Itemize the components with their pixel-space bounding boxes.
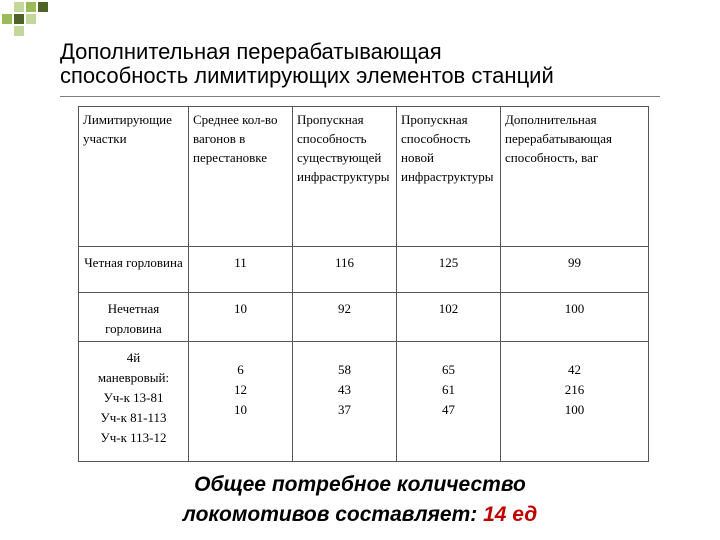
- title-line-2: способность лимитирующих элементов станций: [60, 63, 554, 88]
- table-header-row: [79, 107, 649, 247]
- table-cell: 11: [189, 247, 293, 293]
- title-divider: [60, 96, 660, 97]
- title-line-1: Дополнительная перерабатывающая: [60, 39, 442, 64]
- page-title: [60, 40, 680, 88]
- table-cell: [397, 342, 501, 462]
- locomotive-count: 14 ед: [483, 503, 538, 526]
- capacity-table: [78, 106, 649, 462]
- table-cell: 92: [293, 293, 397, 342]
- header-cell: Пропускная способность новой инфраструктуры: [397, 107, 501, 247]
- table-cell: 10: [189, 293, 293, 342]
- header-cell: Среднее кол-во вагонов в перестановке: [189, 107, 293, 247]
- table-row: [79, 342, 649, 462]
- corner-squares-icon: [0, 0, 60, 44]
- summary-text: [0, 470, 720, 530]
- row-label: Нечетная горловина: [79, 293, 189, 342]
- table-cell: 125: [397, 247, 501, 293]
- cell-value: 100: [564, 402, 585, 417]
- cell-value: 6: [237, 362, 244, 377]
- cell-value: 12: [234, 382, 247, 397]
- summary-label: локомотивов составляет:: [182, 503, 484, 526]
- table-row: [79, 247, 649, 293]
- table-cell: [501, 342, 649, 462]
- table-cell: [293, 342, 397, 462]
- table-cell: 102: [397, 293, 501, 342]
- cell-value: 43: [338, 382, 351, 397]
- summary-line-2: [0, 500, 720, 530]
- cell-value: 42: [568, 362, 581, 377]
- cell-value: 58: [338, 362, 351, 377]
- cell-value: 61: [442, 382, 455, 397]
- summary-line-1: Общее потребное количество: [194, 473, 526, 496]
- row-label-line: 4й: [126, 350, 141, 365]
- table-cell: 99: [501, 247, 649, 293]
- table-cell: 100: [501, 293, 649, 342]
- cell-value: 65: [442, 362, 455, 377]
- header-cell: Пропускная способность существующей инфраструктуры: [293, 107, 397, 247]
- row-label: [79, 342, 189, 462]
- cell-value: 47: [442, 402, 455, 417]
- cell-value: 37: [338, 402, 351, 417]
- row-label-line: Уч-к 13-81: [103, 390, 164, 405]
- cell-value: 10: [234, 402, 247, 417]
- header-cell: Дополнительная перерабатывающая способность, ваг: [501, 107, 649, 247]
- header-cell: Лимитирующие участки: [79, 107, 189, 247]
- row-label: Четная горловина: [79, 247, 189, 293]
- table-row: [79, 293, 649, 342]
- row-label-line: Уч-к 113-12: [100, 430, 167, 445]
- table-cell: [189, 342, 293, 462]
- table-cell: 116: [293, 247, 397, 293]
- row-label-line: маневровый:: [97, 370, 170, 385]
- cell-value: 216: [564, 382, 585, 397]
- row-label-line: Уч-к 81-113: [100, 410, 167, 425]
